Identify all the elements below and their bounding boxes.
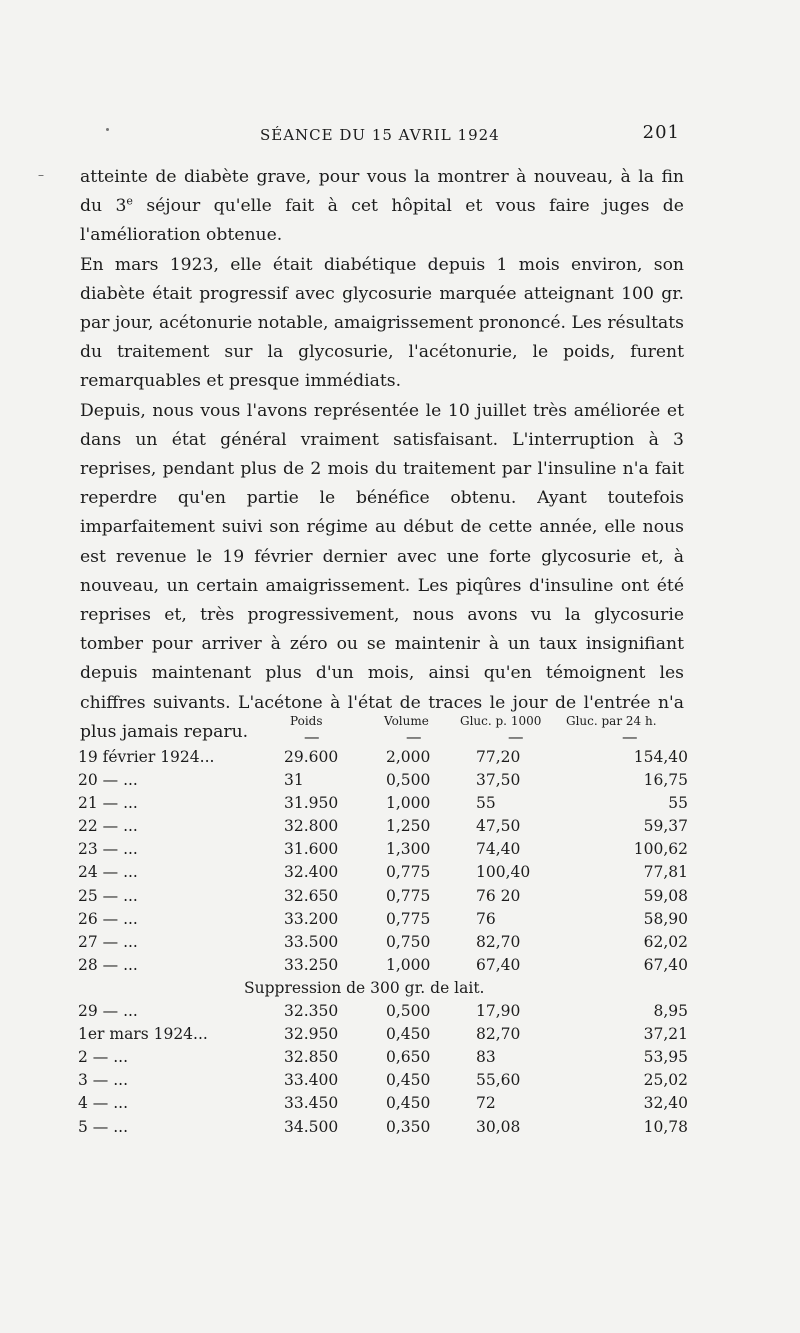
table-cell: 25 — ... bbox=[78, 886, 138, 905]
table-cell: 22 — ... bbox=[78, 817, 138, 836]
table-cell: 72 bbox=[476, 1094, 496, 1113]
table-cell: 0,750 bbox=[386, 932, 431, 951]
table-cell: 55,60 bbox=[476, 1071, 521, 1090]
table-cell: 21 — ... bbox=[78, 794, 138, 813]
table-row bbox=[78, 1092, 698, 1115]
table-row bbox=[78, 746, 698, 769]
table-cell: 67,40 bbox=[476, 955, 521, 974]
table-cell: 0,775 bbox=[386, 886, 431, 905]
table-cell: 28 — ... bbox=[78, 955, 138, 974]
table-cell: 0,450 bbox=[386, 1071, 431, 1090]
table-cell: 34.500 bbox=[284, 1117, 339, 1136]
paragraph-3: Depuis, nous vous l'avons représentée le 10 juillet très améliorée et dans un état général vraiment satisfaisant. L'interruption à 3 reprises, pendant plus de 2 mois du traitement par l'insuline n'a fait reperdre qu'en partie le bénéfice obtenu. Ayant toutefois imparfaitement suivi son régime au début de cette année, elle nous est revenue le 19 février dernier avec une forte glycosurie et, à nouveau, un certain amaigrissement. Les piqûres d'insuline ont été reprises et, très progressivement, nous avons vu la glycosurie tomber pour arriver à zéro ou se maintenir à un taux insignifiant depuis maintenant plus d'un mois, ainsi qu'en témoignent les chiffres suivants. L'acétone à l'état de traces le jour de l'entrée n'a plus jamais reparu. bbox=[80, 400, 684, 742]
table-cell: 154,40 bbox=[633, 748, 688, 766]
table-cell: 37,50 bbox=[476, 771, 521, 790]
table-cell: 1,250 bbox=[386, 817, 431, 836]
table-cell: 20 — ... bbox=[78, 771, 138, 790]
margin-mark: – bbox=[38, 168, 44, 182]
table-row bbox=[78, 1023, 698, 1046]
header-volume: Volume bbox=[384, 714, 429, 728]
table-cell: 62,02 bbox=[643, 932, 688, 951]
paragraph-2: En mars 1923, elle était diabétique depuis 1 mois environ, son diabète était progressif avec glycosurie marquée atteignant 100 gr. par jour, acétonurie notable, amaigrissement prononcé. Les résultats du traitement sur la glycosurie, l'acétonurie, le poids, furent remarquables et presque immédiats. bbox=[80, 254, 684, 392]
table-cell: 47,50 bbox=[476, 817, 521, 836]
table-cell: 0,450 bbox=[386, 1025, 431, 1044]
table-cell: 1,000 bbox=[386, 794, 431, 813]
table-cell: 59,37 bbox=[643, 817, 688, 836]
table-cell: 76 bbox=[476, 909, 496, 928]
table-cell: 0,350 bbox=[386, 1117, 431, 1136]
table-cell: 16,75 bbox=[643, 771, 688, 790]
table-cell: 0,500 bbox=[386, 771, 431, 790]
table-row bbox=[78, 1046, 698, 1069]
table-cell: 4 — ... bbox=[78, 1094, 128, 1113]
table-cell: 31.600 bbox=[284, 840, 339, 859]
table-cell: 23 — ... bbox=[78, 840, 138, 859]
table-cell: 32.400 bbox=[284, 863, 339, 882]
table-cell: 33.400 bbox=[284, 1071, 339, 1090]
table-cell: 2 — ... bbox=[78, 1048, 128, 1067]
table-cell: 55 bbox=[668, 794, 688, 813]
table-note: Suppression de 300 gr. de lait. bbox=[244, 978, 485, 997]
table-cell: 32.800 bbox=[284, 817, 339, 836]
table-cell: 83 bbox=[476, 1048, 496, 1067]
table-cell: 25,02 bbox=[643, 1071, 688, 1090]
table-cell: 5 — ... bbox=[78, 1117, 128, 1136]
table-cell: 31 bbox=[284, 771, 304, 790]
table-cell: 0,650 bbox=[386, 1048, 431, 1067]
table-cell: 33.250 bbox=[284, 955, 339, 974]
table-cell: 33.200 bbox=[284, 909, 339, 928]
table-row bbox=[78, 1069, 698, 1092]
table-cell: 30,08 bbox=[476, 1117, 521, 1136]
table-cell: 1,000 bbox=[386, 955, 431, 974]
table-cell: 0,775 bbox=[386, 863, 431, 882]
table-cell: 19 février 1924... bbox=[78, 748, 215, 766]
table-row bbox=[78, 885, 698, 908]
table-cell: 32.950 bbox=[284, 1025, 339, 1044]
table-row bbox=[78, 815, 698, 838]
paragraph-1: atteinte de diabète grave, pour vous la montrer à nouveau, à la fin du 3e séjour qu'elle fait à cet hôpital et vous faire juges de l'amélioration obtenue. bbox=[80, 167, 684, 246]
running-header bbox=[80, 120, 680, 148]
table-cell: 29.600 bbox=[284, 748, 339, 766]
table-cell: 8,95 bbox=[653, 1002, 688, 1021]
table-cell: 31.950 bbox=[284, 794, 339, 813]
table-row bbox=[78, 792, 698, 815]
table-cell: 59,08 bbox=[643, 886, 688, 905]
table-cell: 0,500 bbox=[386, 1002, 431, 1021]
table-row bbox=[78, 838, 698, 861]
table-cell: 24 — ... bbox=[78, 863, 138, 882]
table-cell: 32.850 bbox=[284, 1048, 339, 1067]
table-cell: 17,90 bbox=[476, 1002, 521, 1021]
table-cell: 82,70 bbox=[476, 1025, 521, 1044]
table-cell: 67,40 bbox=[643, 955, 688, 974]
table-row bbox=[78, 1000, 698, 1023]
table-cell: 74,40 bbox=[476, 840, 521, 859]
table-cell: 33.500 bbox=[284, 932, 339, 951]
table-cell: 0,450 bbox=[386, 1094, 431, 1113]
table-row bbox=[78, 769, 698, 792]
table-cell: 77,81 bbox=[643, 863, 688, 882]
table-header bbox=[78, 712, 698, 732]
table-row bbox=[78, 1116, 698, 1139]
table-cell: 32.350 bbox=[284, 1002, 339, 1021]
table-cell: 32.650 bbox=[284, 886, 339, 905]
table-cell: 100,62 bbox=[633, 840, 688, 859]
table-cell: 3 — ... bbox=[78, 1071, 128, 1090]
header-poids: Poids bbox=[290, 714, 323, 728]
table-cell: 100,40 bbox=[476, 863, 531, 882]
table-cell: 58,90 bbox=[643, 909, 688, 928]
table-row bbox=[78, 908, 698, 931]
table-cell: 33.450 bbox=[284, 1094, 339, 1113]
table-cell: 55 bbox=[476, 794, 496, 813]
header-gluc-1000: Gluc. p. 1000 bbox=[460, 714, 542, 728]
table-cell: 10,78 bbox=[643, 1117, 688, 1136]
table-body-2 bbox=[78, 1000, 698, 1139]
table-cell: 29 — ... bbox=[78, 1002, 138, 1021]
table-cell: 0,775 bbox=[386, 909, 431, 928]
header-dashes: — — — — bbox=[304, 728, 638, 746]
table-body-1 bbox=[78, 746, 698, 977]
table-row bbox=[78, 954, 698, 977]
table-cell: 27 — ... bbox=[78, 932, 138, 951]
table-cell: 32,40 bbox=[643, 1094, 688, 1113]
table-cell: 37,21 bbox=[643, 1025, 688, 1044]
table-cell: 77,20 bbox=[476, 748, 521, 766]
data-table bbox=[78, 712, 698, 1139]
table-cell: 82,70 bbox=[476, 932, 521, 951]
table-cell: 1,300 bbox=[386, 840, 431, 859]
header-gluc-24h: Gluc. par 24 h. bbox=[566, 714, 657, 728]
table-row bbox=[78, 931, 698, 954]
table-cell: 1er mars 1924... bbox=[78, 1025, 208, 1044]
page-number: 201 bbox=[642, 122, 680, 143]
header-title: SÉANCE DU 15 AVRIL 1924 bbox=[260, 126, 500, 144]
body-text bbox=[80, 163, 684, 747]
table-cell: 53,95 bbox=[643, 1048, 688, 1067]
table-cell: 76 20 bbox=[476, 886, 521, 905]
table-cell: 26 — ... bbox=[78, 909, 138, 928]
table-row bbox=[78, 861, 698, 884]
table-cell: 2,000 bbox=[386, 748, 431, 766]
